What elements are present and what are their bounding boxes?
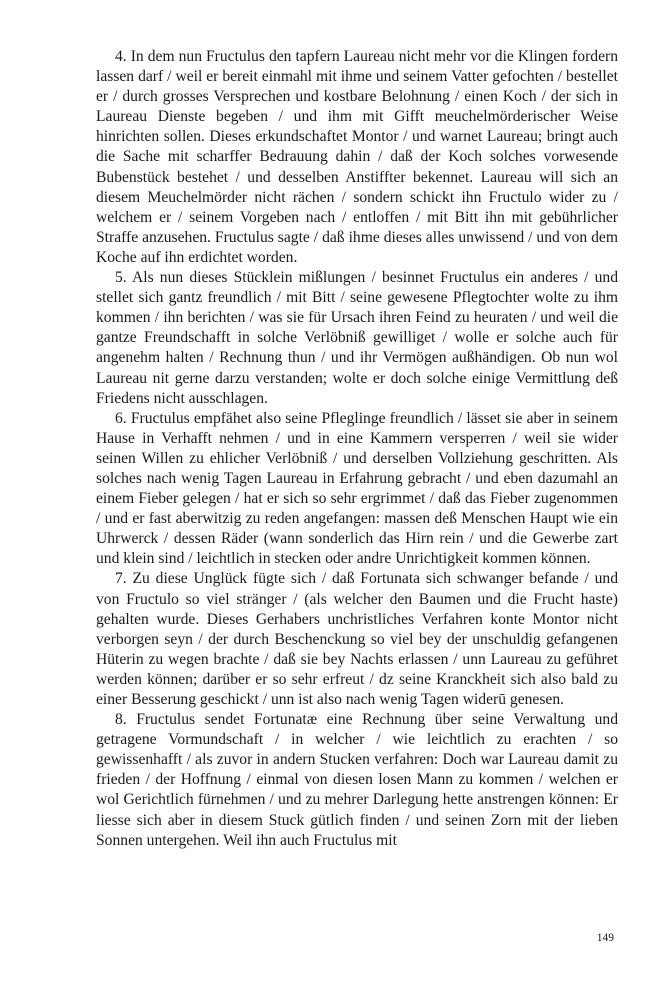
paragraph-text: In dem nun Fructulus den tapfern Laureau nicht mehr vor die Klingen fordern lassen darf / weil er bereit einmahl mit ihme und seinem Vatter gefochten / bestellet er / durch grosses Versprechen und kostbare Belohnung / einen Koch / der sich in Laureau Dienste begeben / und ihm mit Gifft meuchelmörderischer Weise hinrichten sollen. Dieses erkundschaftet Montor / und warnet Laureau; bringt auch die Sache mit scharffer Bedrauung dahin / daß der Koch solches vorwesende Bubenstück bestehet / und desselben Anstiffter bekennet. Laureau will sich an diesem Meuchelmörder nicht rächen / sondern schickt ihn Fructulo wider zu / welchem er / seinem Vorgeben nach / entloffen / mit Bitt ihn mit gebührlicher Straffe anzusehen. Fructulus sagte / daß ihme dieses alles unwissend / und von dem Koche auf ihn erdichtet worden. bbox=[96, 48, 618, 266]
body-text bbox=[96, 47, 618, 851]
paragraph-8 bbox=[96, 710, 618, 851]
paragraph-number: 5. bbox=[115, 269, 127, 287]
paragraph-7 bbox=[96, 569, 618, 710]
paragraph-number: 8. bbox=[115, 711, 127, 729]
paragraph-5 bbox=[96, 268, 618, 409]
paragraph-text: Fructulus sendet Fortunatæ eine Rechnung über seine Verwaltung und getragene Vormundschaft / in welcher / wie leichtlich zu erachten / so gewissenhafft / als zuvor in andern Stucken verfahren: Doch war Laureau damit zu frieden / der Hoffnung / einmal von diesen losen Mann zu kommen / welchen er wol Gerichtlich fürnehmen / und zu mehrer Darlegung hette anstrengen können: Er liesse sich aber in diesem Stuck gütlich finden / und seinen Zorn mit der lieben Sonnen untergehen. Weil ihn auch Fructulus mit bbox=[96, 711, 618, 849]
paragraph-number: 7. bbox=[115, 570, 127, 588]
paragraph-number: 6. bbox=[115, 409, 127, 427]
paragraph-number: 4. bbox=[115, 48, 127, 65]
paragraph-6 bbox=[96, 409, 618, 570]
page-number: 149 bbox=[596, 932, 614, 944]
paragraph-text: Zu diese Unglück fügte sich / daß Fortunata sich schwanger befande / und von Fructulo so viel stränger / (als welcher den Baumen und die Frucht haste) gehalten wurde. Dieses Gerhabers unchristliches Verfahren konte Montor nicht verborgen seyn / der durch Beschenckung so viel bey der unschuldig gefangenen Hüterin zu wegen brachte / daß sie bey Nachts erlassen / unn Laureau zu geführet werden können; darüber er so sehr erfreut / dz seine Kranckheit sich also bald zu einer Besserung geschickt / unn ist also nach wenig Tagen widerū genesen. bbox=[96, 570, 619, 708]
paragraph-text: Fructulus empfähet also seine Pfleglinge freundlich / lässet sie aber in seinem Hause in Verhafft nehmen / und in eine Kammern versperren / weil sie wider seinen Willen zu ehlicher Verlöbniß / und derselben Vollziehung geschritten. Als solches nach wenig Tagen Laureau in Erfahrung gebracht / und eben dazumahl an einem Fieber gelegen / hat er sich so sehr ergrimmet / daß das Fieber zugenommen / und er fast aberwitzig zu reden angefangen: massen deß Menschen Haupt wie ein Uhrwerck / dessen Räder (wann sonderlich das Hirn rein / und die Gewerbe zart und klein sind / leichtlich in stecken oder andre Unrichtigkeit kommen können. bbox=[96, 409, 618, 568]
paragraph-text: Als nun dieses Stücklein mißlungen / besinnet Fructulus ein anderes / und stellet sich gantz freundlich / mit Bitt / seine gewesene Pflegtochter wolte zu ihm kommen / ihn berichten / was sie für Ursach ihren Feind zu heuraten / und weil die gantze Freundschafft in solche Verlöbniß gewilliget / wolle er solche auch für angenehm halten / Rechnung thun / und ihr Vermögen außhändigen. Ob nun wol Laureau nit gerne darzu verstanden; wolte er doch solche einige Vermittlung deß Friedens nicht ausschlagen. bbox=[96, 269, 618, 407]
paragraph-4 bbox=[96, 47, 618, 268]
